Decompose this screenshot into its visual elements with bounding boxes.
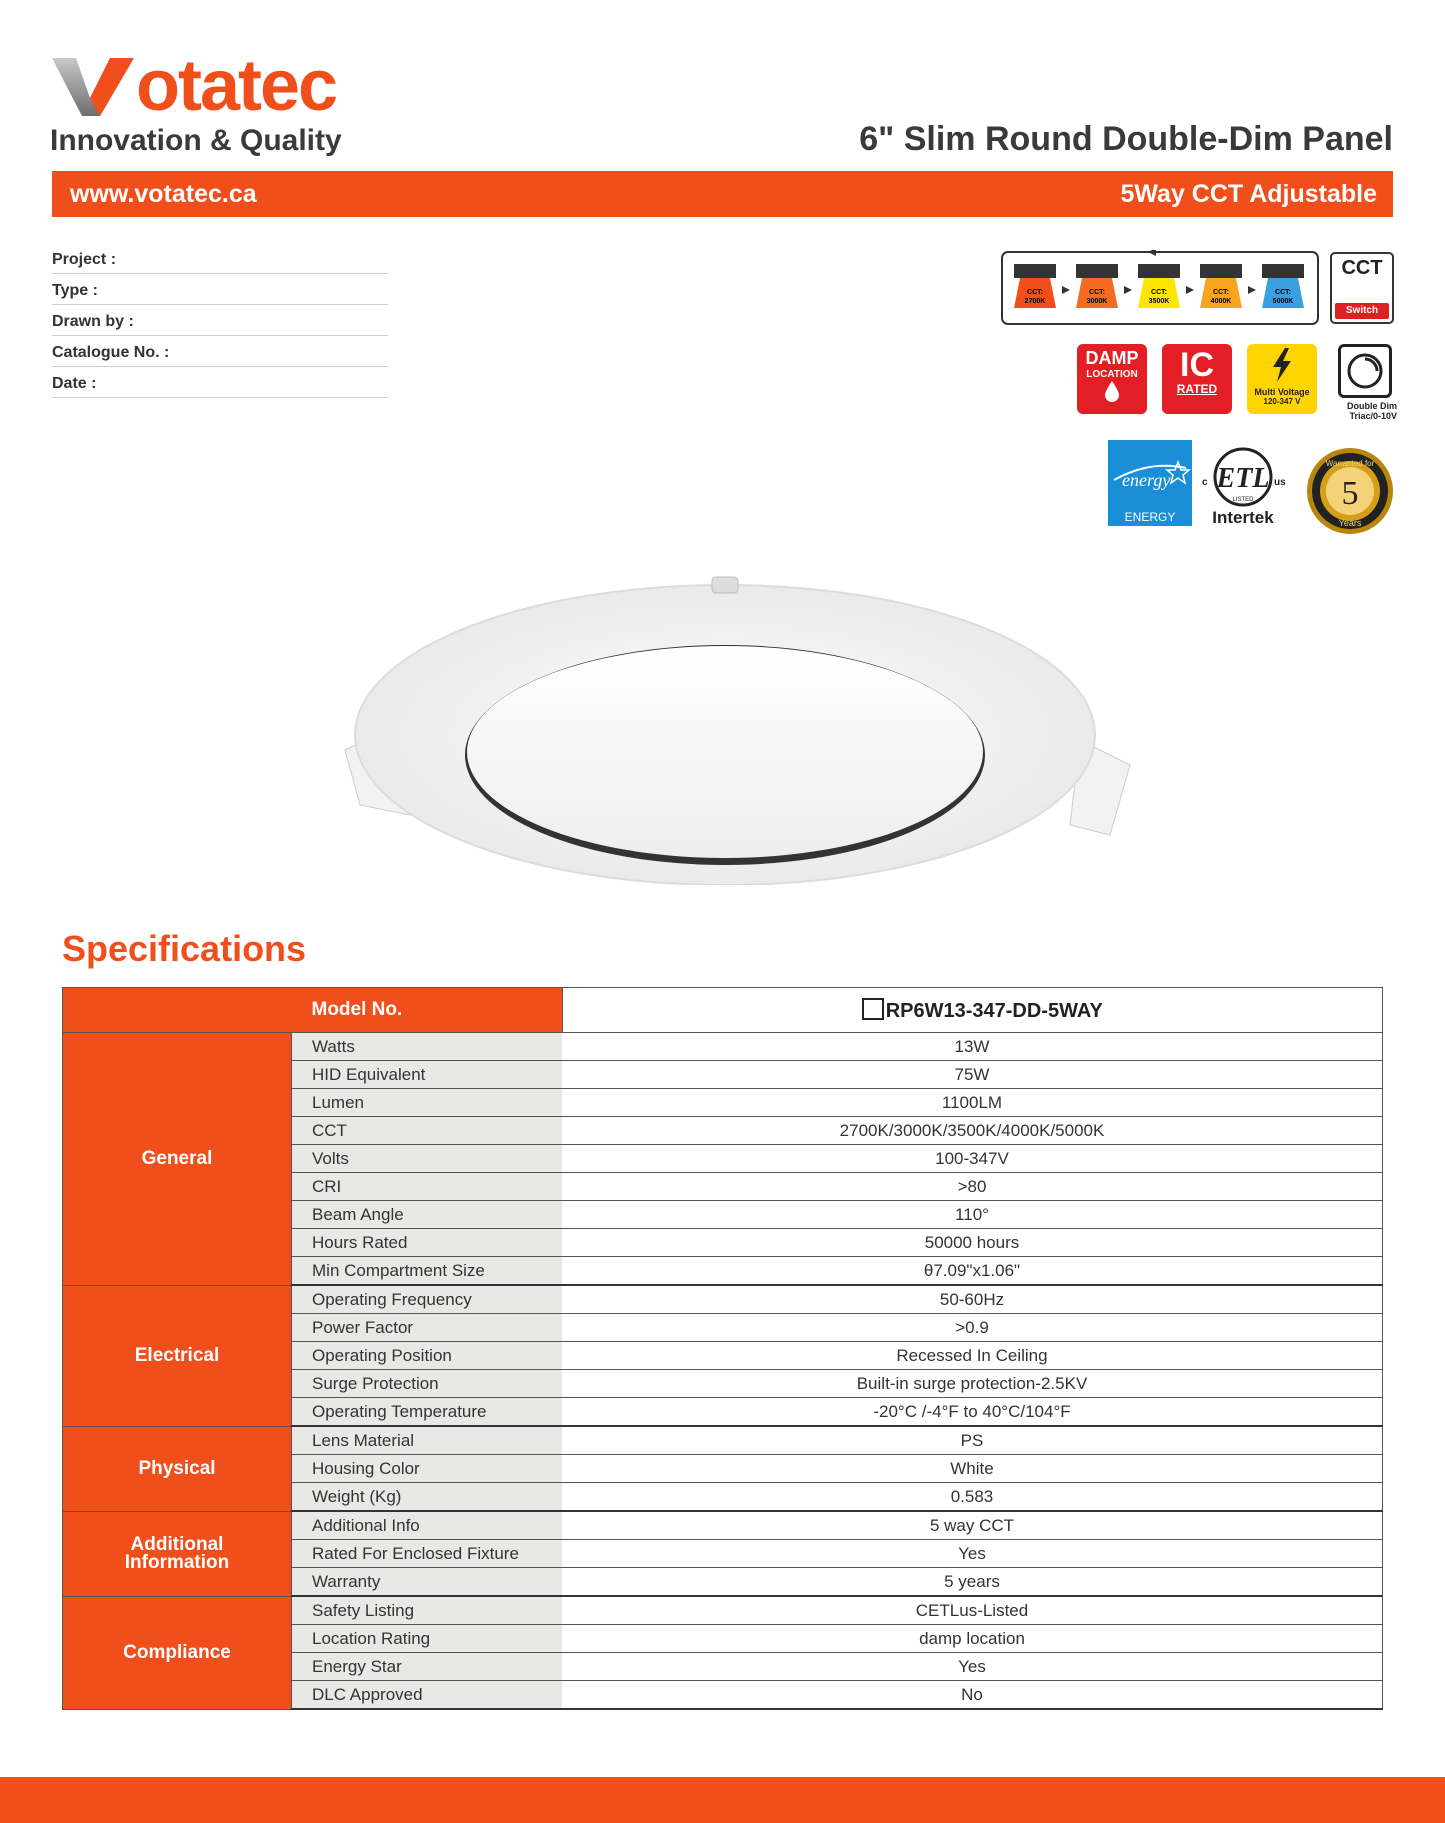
water-drop-icon <box>1103 380 1121 402</box>
table-row <box>63 1596 1383 1625</box>
spec-label: Weight (Kg) <box>292 1483 563 1512</box>
spec-value: -20°C /-4°F to 40°C/104°F <box>562 1398 1383 1427</box>
spec-value: >0.9 <box>562 1314 1383 1342</box>
cct-step-label: CCT: <box>1089 289 1105 296</box>
website-link[interactable]: www.votatec.ca <box>70 180 257 208</box>
votatec-logo <box>50 48 370 118</box>
spec-label: Watts <box>292 1033 563 1061</box>
cct-switch-badge <box>1330 252 1394 324</box>
form-field-project[interactable]: Project : <box>52 244 388 274</box>
cct-step-3 <box>1200 264 1256 308</box>
lamp-head-icon <box>1262 264 1304 278</box>
model-header-blank <box>63 988 292 1033</box>
cct-step-value: 2700K <box>1024 298 1046 305</box>
product-subtitle: 5Way CCT Adjustable <box>1120 180 1377 208</box>
ic-rated-badge <box>1162 344 1232 414</box>
svg-text:us: us <box>1274 477 1286 488</box>
damp-line2: LOCATION <box>1086 369 1138 380</box>
table-row <box>63 1426 1383 1455</box>
spec-value: Recessed In Ceiling <box>562 1342 1383 1370</box>
spec-label: Beam Angle <box>292 1201 563 1229</box>
model-value-cell <box>562 988 1383 1033</box>
spec-label: Housing Color <box>292 1455 563 1483</box>
spec-label: Lumen <box>292 1089 563 1117</box>
model-label: Model No. <box>292 988 563 1033</box>
ic-line2: RATED <box>1176 382 1218 396</box>
product-image <box>300 575 1150 885</box>
form-field-drawn-by[interactable]: Drawn by : <box>52 306 388 336</box>
spec-value: damp location <box>562 1625 1383 1653</box>
spec-value: White <box>562 1455 1383 1483</box>
svg-text:ETL: ETL <box>1216 463 1270 494</box>
spec-label: CRI <box>292 1173 563 1201</box>
dim-line1: Double Dim <box>1346 401 1397 411</box>
spec-category: Additional Information <box>63 1511 292 1596</box>
svg-text:5: 5 <box>1341 475 1359 512</box>
product-title: 6" Slim Round Double-Dim Panel <box>859 120 1393 158</box>
spec-label: Operating Temperature <box>292 1398 563 1427</box>
spec-value: Built-in surge protection-2.5KV <box>562 1370 1383 1398</box>
spec-label: Min Compartment Size <box>292 1257 563 1286</box>
damp-line1: DAMP <box>1085 348 1139 368</box>
spec-category: Physical <box>63 1426 292 1511</box>
table-row <box>63 1033 1383 1061</box>
spec-label: Location Rating <box>292 1625 563 1653</box>
svg-text:Years: Years <box>1338 518 1362 528</box>
spec-label: Additional Info <box>292 1511 563 1540</box>
footer-bar <box>0 1777 1445 1823</box>
spec-label: Hours Rated <box>292 1229 563 1257</box>
spec-label: Power Factor <box>292 1314 563 1342</box>
cct-step-label: CCT: <box>1275 289 1291 296</box>
cct-step-2 <box>1138 264 1194 308</box>
table-row <box>63 1511 1383 1540</box>
spec-value: 100-347V <box>562 1145 1383 1173</box>
spec-value: No <box>562 1681 1383 1710</box>
cct-step-value: 3500K <box>1148 298 1170 305</box>
spec-value: 5 years <box>562 1568 1383 1597</box>
arrow-right-icon <box>1124 286 1132 294</box>
spec-category: Electrical <box>63 1285 292 1426</box>
arrow-right-icon <box>1186 286 1194 294</box>
spec-value: Yes <box>562 1540 1383 1568</box>
lamp-head-icon <box>1014 264 1056 278</box>
cct-step-label: CCT: <box>1151 289 1167 296</box>
arrow-right-icon <box>1062 286 1070 294</box>
spec-label: Warranty <box>292 1568 563 1597</box>
specifications-table <box>62 987 1383 1710</box>
spec-value: 13W <box>562 1033 1383 1061</box>
cct-step-value: 5000K <box>1272 298 1294 305</box>
spec-label: Rated For Enclosed Fixture <box>292 1540 563 1568</box>
svg-text:LISTED: LISTED <box>1232 497 1254 503</box>
cct-cycle-diagram <box>1000 250 1320 326</box>
svg-text:energy: energy <box>1122 470 1171 490</box>
spec-label: Lens Material <box>292 1426 563 1455</box>
spec-value: θ7.09"x1.06" <box>562 1257 1383 1286</box>
spec-value: 1100LM <box>562 1089 1383 1117</box>
spec-value: CETLus-Listed <box>562 1596 1383 1625</box>
dim-line2: Triac/0-10V <box>1349 411 1397 421</box>
specifications-title: Specifications <box>62 928 307 969</box>
spec-value: 2700K/3000K/3500K/4000K/5000K <box>562 1117 1383 1145</box>
spec-value: 0.583 <box>562 1483 1383 1512</box>
svg-text:c: c <box>1202 477 1208 488</box>
cct-step-label: CCT: <box>1027 289 1043 296</box>
spec-value: 110° <box>562 1201 1383 1229</box>
energy-star-label: ENERGY STAR <box>1108 508 1192 526</box>
lamp-head-icon <box>1138 264 1180 278</box>
voltage-line2: 120-347 V <box>1263 397 1301 406</box>
cct-step-label: CCT: <box>1213 289 1229 296</box>
spec-label: CCT <box>292 1117 563 1145</box>
lamp-head-icon <box>1076 264 1118 278</box>
spec-value: 5 way CCT <box>562 1511 1383 1540</box>
spec-value: 50000 hours <box>562 1229 1383 1257</box>
cct-step-4 <box>1262 264 1304 308</box>
lightning-icon <box>1269 348 1295 382</box>
spec-value: Yes <box>562 1653 1383 1681</box>
header-bar <box>52 171 1393 217</box>
spec-category: Compliance <box>63 1596 292 1709</box>
damp-location-badge <box>1077 344 1147 414</box>
spec-label: Safety Listing <box>292 1596 563 1625</box>
spec-label: Operating Frequency <box>292 1285 563 1314</box>
form-field-type[interactable]: Type : <box>52 275 388 305</box>
cct-step-value: 4000K <box>1210 298 1232 305</box>
spec-label: Surge Protection <box>292 1370 563 1398</box>
spec-label: Operating Position <box>292 1342 563 1370</box>
cct-step-1 <box>1076 264 1132 308</box>
spec-value: 75W <box>562 1061 1383 1089</box>
spec-label: Energy Star <box>292 1653 563 1681</box>
form-field-date[interactable]: Date : <box>52 368 388 398</box>
cct-switch-indicator: Switch <box>1335 303 1389 319</box>
project-form <box>52 244 388 399</box>
table-row <box>63 988 1383 1033</box>
multi-voltage-badge <box>1247 344 1317 414</box>
form-field-catalogue[interactable]: Catalogue No. : <box>52 337 388 367</box>
double-dim-badge <box>1338 344 1392 398</box>
spec-label: HID Equivalent <box>292 1061 563 1089</box>
intertek-label: Intertek <box>1212 508 1274 527</box>
spec-label: DLC Approved <box>292 1681 563 1710</box>
svg-text:Warranted for: Warranted for <box>1325 459 1375 468</box>
voltage-line1: Multi Voltage <box>1254 387 1310 397</box>
cct-switch-label: CCT <box>1341 257 1383 279</box>
spec-label: Volts <box>292 1145 563 1173</box>
cct-step-value: 3000K <box>1086 298 1108 305</box>
spec-value: 50-60Hz <box>562 1285 1383 1314</box>
lamp-head-icon <box>1200 264 1242 278</box>
spec-value: PS <box>562 1426 1383 1455</box>
model-checkbox[interactable] <box>862 998 884 1020</box>
ic-line1: IC <box>1180 346 1214 384</box>
arrow-right-icon <box>1248 286 1256 294</box>
warranty-seal <box>1305 446 1395 536</box>
spec-value: >80 <box>562 1173 1383 1201</box>
svg-text:otatec: otatec <box>136 48 337 118</box>
tagline: Innovation & Quality <box>50 124 342 157</box>
spec-category: General <box>63 1033 292 1286</box>
dimmer-icon <box>1341 347 1389 395</box>
double-dim-caption <box>1333 401 1397 421</box>
cct-step-0 <box>1014 264 1070 308</box>
table-row <box>63 1285 1383 1314</box>
model-value: RP6W13-347-DD-5WAY <box>885 999 1103 1022</box>
